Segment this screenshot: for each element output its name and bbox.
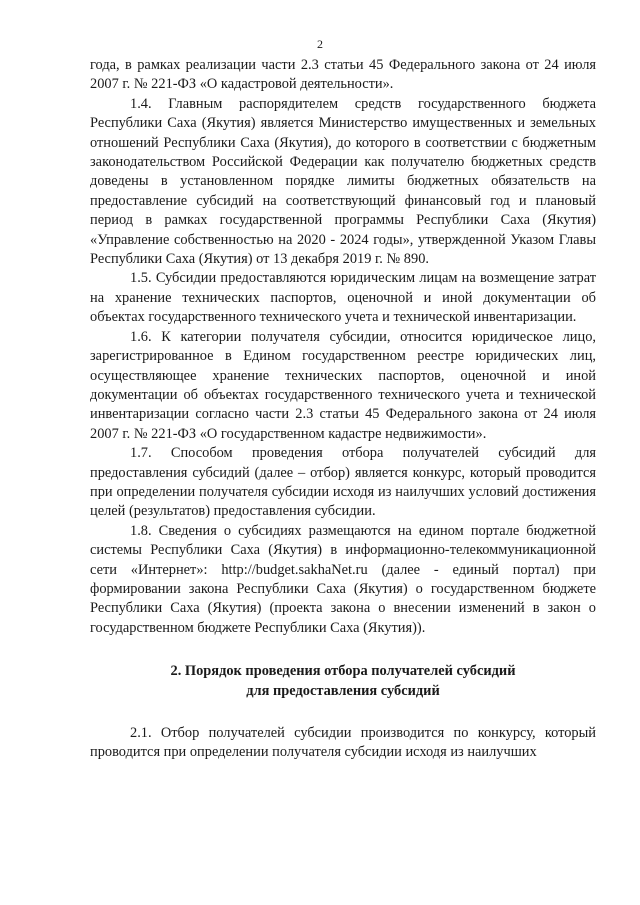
paragraph-1-5: 1.5. Субсидии предоставляются юридическим лицам на возмещение затрат на хранение технических паспортов, оценочной и иной документации об объектах государственного технического учета и технической инвентаризации. <box>90 270 596 326</box>
section-heading-line-2: для предоставления субсидий <box>246 682 440 699</box>
paragraphs-before <box>90 56 596 638</box>
page-number: 2 <box>317 37 323 51</box>
paragraph-1-4: 1.4. Главным распорядителем средств государственного бюджета Республики Саха (Якутия) является Министерство имущественных и земельных отношений Республики Саха (Якутия), до которого в соответствии с бюджетным законодательством Российской Федерации как получателю бюджетных средств доведены в установленном порядке лимиты бюджетных обязательств на предоставление субсидий на соответствующий финансовый год и плановый период в рамках государственной программы Республики Саха (Якутия) «Управление собственностью на 2020 - 2024 годы», утвержденной Указом Главы Республики Саха (Якутия) от 13 декабря 2019 г. № 890. <box>90 95 596 268</box>
paragraphs-after <box>90 724 596 763</box>
paragraph-1-3-continuation: года, в рамках реализации части 2.3 статьи 45 Федерального закона от 24 июля 2007 г. № 221-ФЗ «О кадастровой деятельности». <box>90 57 596 93</box>
document-body <box>90 56 596 763</box>
paragraph-2-1: 2.1. Отбор получателей субсидии производится по конкурсу, который проводится при определении получателя субсидии исходя из наилучших <box>90 725 596 761</box>
paragraph-1-6: 1.6. К категории получателя субсидии, относится юридическое лицо, зарегистрированное в Едином государственном реестре юридических лиц, осуществляющее хранение технических паспортов, оценочной и иной документации об объектах государственного технического учета и технической инвентаризации согласно части 2.3 статьи 45 Федерального закона от 24 июля 2007 г. № 221-ФЗ «О государственном кадастре недвижимости». <box>90 328 596 442</box>
section-heading-line-1: 2. Порядок проведения отбора получателей субсидий <box>170 663 516 680</box>
paragraph-1-8: 1.8. Сведения о субсидиях размещаются на едином портале бюджетной системы Республики Саха (Якутия) в информационно-телекоммуникационной сети «Интернет»: http://budget.sakhaNet.ru (далее - единый портал) при формировании закона Республики Саха (Якутия) о государственном бюджете Республики Саха (Якутия) (проекта закона о внесении изменений в закон о государственном бюджете Республики Саха (Якутия)). <box>90 522 596 636</box>
section-heading <box>90 662 596 701</box>
paragraph-1-7: 1.7. Способом проведения отбора получателей субсидий для предоставления субсидий (далее – отбор) является конкурс, который проводится при определении получателя субсидии исходя из наилучших условий достижения целей (результатов) предоставления субсидии. <box>90 445 596 520</box>
